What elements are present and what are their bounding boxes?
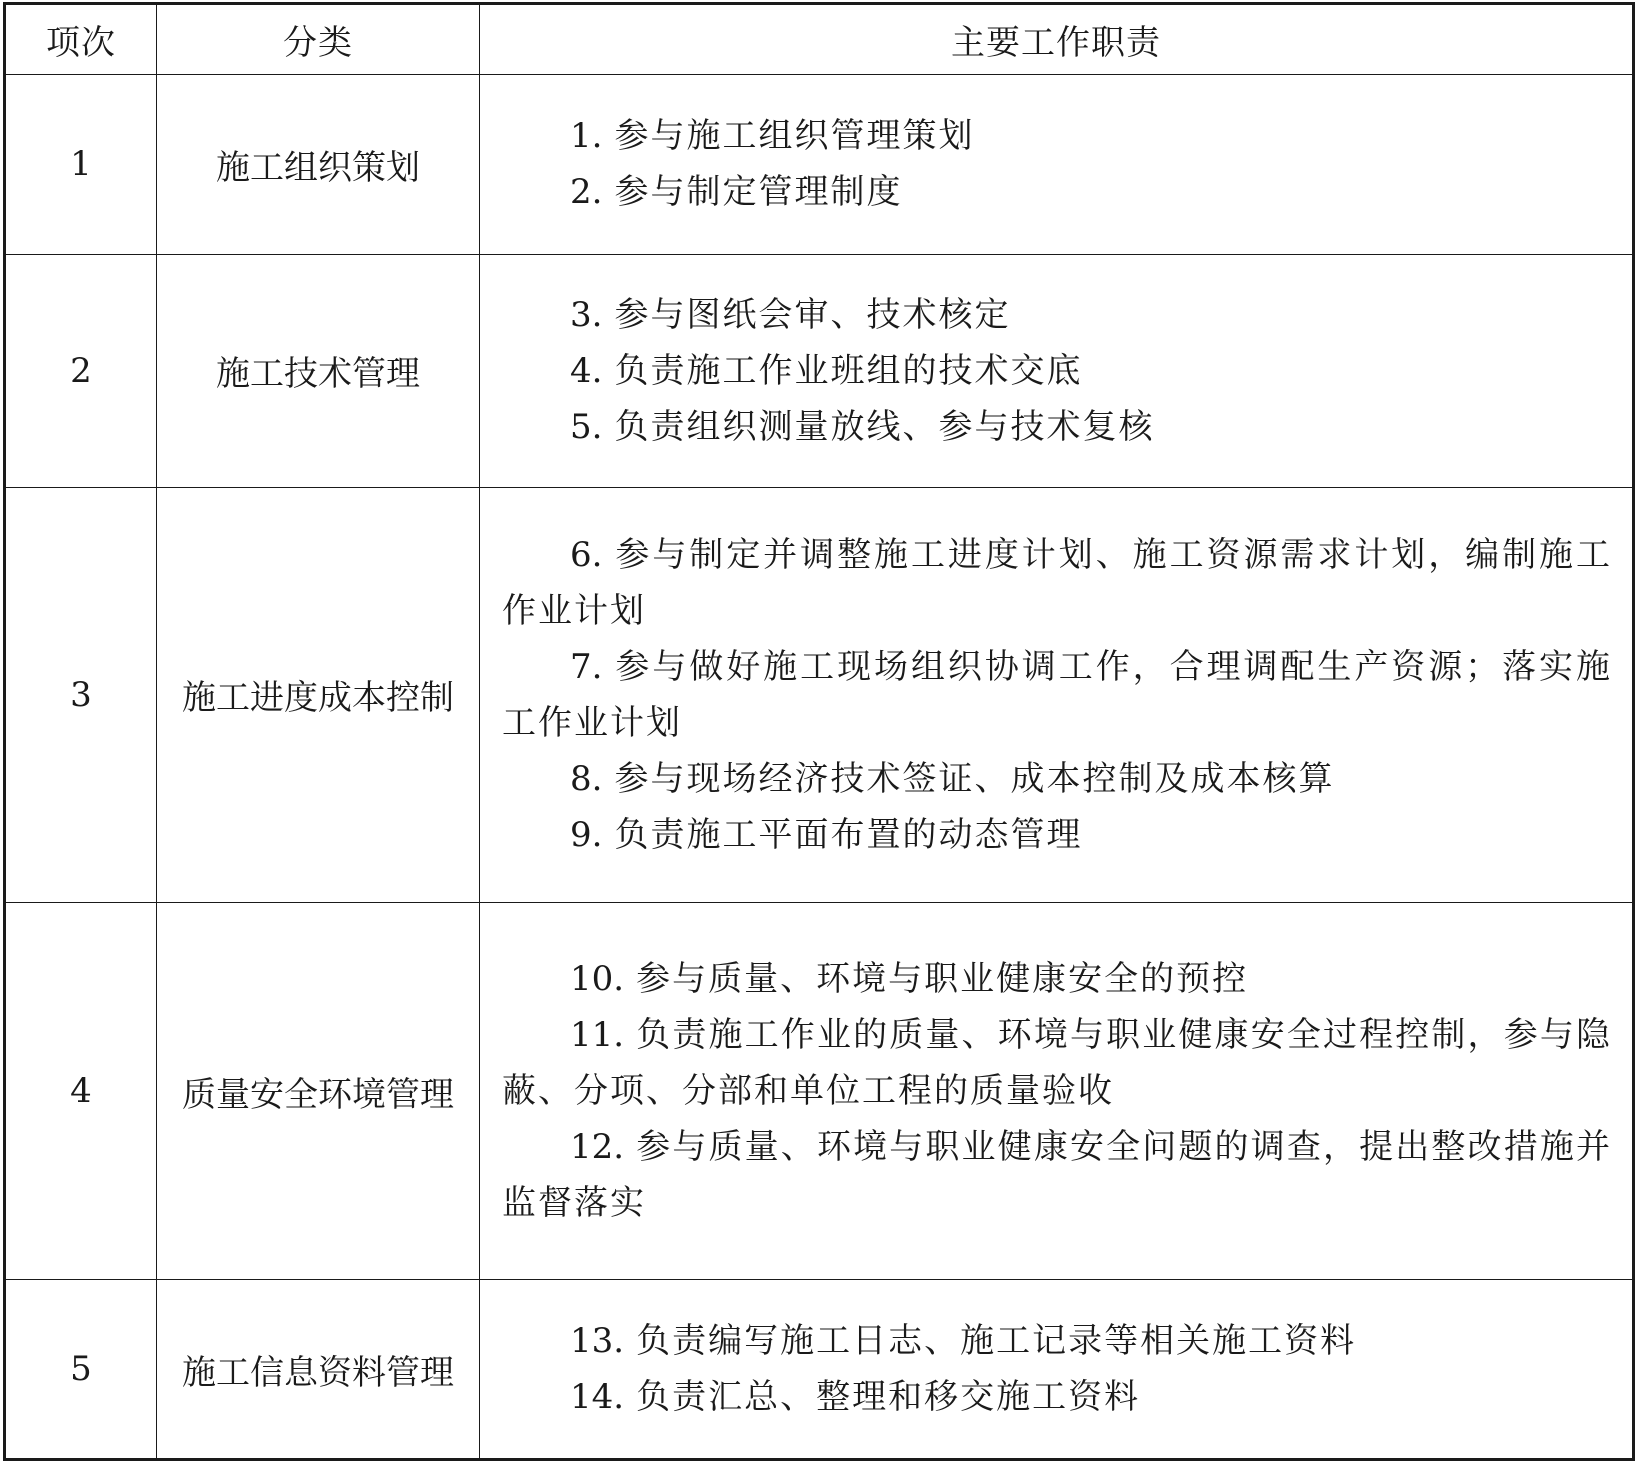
duty-number: 11. — [570, 1015, 625, 1056]
header-category: 分类 — [157, 4, 480, 75]
row-duties — [480, 75, 1634, 255]
row-duties — [480, 902, 1634, 1280]
duty-text: 参与施工组织管理策划 — [614, 116, 975, 157]
duty-item — [502, 1007, 1612, 1119]
duty-item — [502, 639, 1612, 751]
duty-text: 参与图纸会审、技术核定 — [614, 294, 1011, 335]
duty-number: 5. — [570, 406, 603, 447]
row-index: 1 — [5, 75, 157, 255]
row-duties — [480, 1280, 1634, 1460]
table-header-row — [5, 4, 1634, 75]
table-row — [5, 254, 1634, 488]
duty-item — [502, 527, 1612, 639]
duty-item — [502, 108, 1612, 164]
row-category: 质量安全环境管理 — [157, 902, 480, 1280]
table-row — [5, 1280, 1634, 1460]
header-index: 项次 — [5, 4, 157, 75]
table-body — [5, 75, 1634, 1460]
table-row — [5, 902, 1634, 1280]
duty-item — [502, 164, 1612, 220]
duty-item — [502, 807, 1612, 863]
duty-number: 9. — [570, 814, 603, 855]
duty-text: 负责施工作业班组的技术交底 — [614, 350, 1083, 391]
duty-item — [502, 399, 1612, 455]
duties-table — [3, 2, 1635, 1461]
duty-text: 参与制定管理制度 — [614, 172, 903, 213]
duty-text: 负责施工作业的质量、环境与职业健康安全过程控制，参与隐蔽、分项、分部和单位工程的质量验收 — [502, 1015, 1612, 1112]
duty-text: 负责施工平面布置的动态管理 — [614, 814, 1083, 855]
duty-text: 参与质量、环境与职业健康安全的预控 — [636, 959, 1249, 1000]
duty-text: 参与做好施工现场组织协调工作，合理调配生产资源；落实施工作业计划 — [502, 646, 1612, 743]
duty-number: 1. — [570, 116, 603, 157]
row-category: 施工技术管理 — [157, 254, 480, 488]
duty-number: 10. — [570, 959, 625, 1000]
duty-item — [502, 1313, 1612, 1369]
duty-number: 7. — [570, 646, 603, 687]
duty-text: 负责汇总、整理和移交施工资料 — [636, 1377, 1141, 1418]
duty-text: 参与质量、环境与职业健康安全问题的调查，提出整改措施并监督落实 — [502, 1127, 1612, 1224]
duty-text: 参与制定并调整施工进度计划、施工资源需求计划，编制施工作业计划 — [502, 534, 1612, 631]
duty-number: 3. — [570, 294, 603, 335]
row-index: 3 — [5, 488, 157, 902]
table-row — [5, 75, 1634, 255]
duty-item — [502, 343, 1612, 399]
duty-number: 6. — [570, 534, 603, 575]
table-row — [5, 488, 1634, 902]
row-category: 施工组织策划 — [157, 75, 480, 255]
duty-number: 4. — [570, 350, 603, 391]
duty-number: 12. — [570, 1127, 625, 1168]
duty-item — [502, 1119, 1612, 1231]
row-index: 5 — [5, 1280, 157, 1460]
row-category: 施工进度成本控制 — [157, 488, 480, 902]
duty-item — [502, 287, 1612, 343]
duty-number: 8. — [570, 758, 603, 799]
duty-text: 参与现场经济技术签证、成本控制及成本核算 — [614, 758, 1335, 799]
row-category: 施工信息资料管理 — [157, 1280, 480, 1460]
row-duties — [480, 254, 1634, 488]
duty-number: 2. — [570, 172, 603, 213]
header-duties: 主要工作职责 — [480, 4, 1634, 75]
duty-item — [502, 751, 1612, 807]
duty-number: 14. — [570, 1377, 625, 1418]
duty-item — [502, 1369, 1612, 1425]
row-index: 4 — [5, 902, 157, 1280]
duty-item — [502, 951, 1612, 1007]
duty-text: 负责组织测量放线、参与技术复核 — [614, 406, 1155, 447]
row-index: 2 — [5, 254, 157, 488]
row-duties — [480, 488, 1634, 902]
duty-number: 13. — [570, 1321, 625, 1362]
duty-text: 负责编写施工日志、施工记录等相关施工资料 — [636, 1321, 1357, 1362]
